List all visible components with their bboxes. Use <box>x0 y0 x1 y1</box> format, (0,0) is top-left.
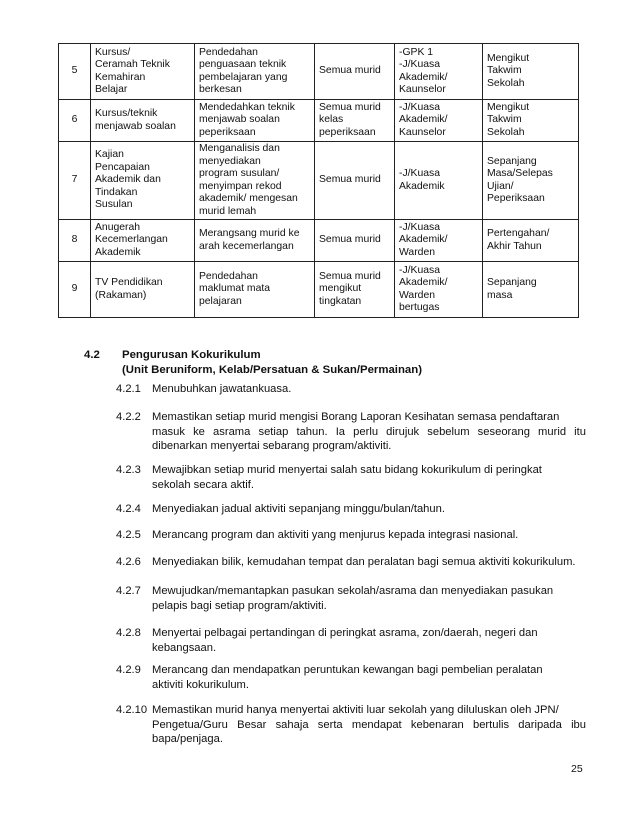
row-number: 5 <box>59 44 91 100</box>
list-item <box>116 584 586 613</box>
section-number: 4.2 <box>84 349 100 361</box>
target-cell: Semua murid <box>315 44 395 100</box>
time-cell: Mengikut Takwim Sekolah <box>483 100 579 142</box>
time-cell: Sepanjang masa <box>483 262 579 318</box>
pic-cell: -GPK 1 -J/Kuasa Akademik/ Kaunselor <box>395 44 483 100</box>
pic-cell: -J/Kuasa Akademik/ Warden <box>395 220 483 262</box>
item-number: 4.2.9 <box>116 664 141 676</box>
item-continuation: sekolah secara aktif. <box>152 478 254 491</box>
item-number: 4.2.7 <box>116 585 141 597</box>
item-continuation: aktiviti kokurikulum. <box>152 678 249 691</box>
item-text: Memastikan murid hanya menyertai aktiviti luar sekolah yang diluluskan oleh JPN/ <box>152 704 559 716</box>
item-continuation: kebangsaan. <box>152 641 217 654</box>
pic-cell: -J/Kuasa Akademik <box>395 142 483 220</box>
item-number: 4.2.1 <box>116 383 141 395</box>
table-row <box>59 44 579 100</box>
item-continuation: pelapis bagi setiap program/aktiviti. <box>152 599 327 612</box>
section-subtitle: (Unit Beruniform, Kelab/Persatuan & Sukan/Permainan) <box>122 364 423 376</box>
item-text: Memastikan setiap murid mengisi Borang Laporan Kesihatan semasa pendaftaran <box>152 411 560 423</box>
item-number: 4.2.2 <box>116 411 141 423</box>
table-row <box>59 220 579 262</box>
section-title: Pengurusan Kokurikulum <box>122 349 261 361</box>
item-text: Menyediakan bilik, kemudahan tempat dan peralatan bagi semua aktiviti kokurikulum. <box>152 556 576 568</box>
item-text: Menyertai pelbagai pertandingan di peringkat asrama, zon/daerah, negeri dan <box>152 627 538 639</box>
list-item <box>116 555 586 570</box>
program-cell: Kajian Pencapaian Akademik dan Tindakan Susulan <box>91 142 195 220</box>
objective-cell: Menganalisis dan menyediakan program susulan/ menyimpan rekod akademik/ mengesan murid lemah <box>195 142 315 220</box>
objective-cell: Pendedahan penguasaan teknik pembelajaran yang berkesan <box>195 44 315 100</box>
row-number: 9 <box>59 262 91 318</box>
item-text: Mewajibkan setiap murid menyertai salah satu bidang kokurikulum di peringkat <box>152 464 542 476</box>
item-continuation: masuk ke asrama setiap tahun. Ia perlu dirujuk sebelum seseorang murid itu dibenarkan menyertai sebarang program/aktiviti. <box>152 425 586 453</box>
time-cell: Mengikut Takwim Sekolah <box>483 44 579 100</box>
row-number: 6 <box>59 100 91 142</box>
list-item <box>116 382 586 397</box>
time-cell: Sepanjang Masa/Selepas Ujian/ Peperiksaan <box>483 142 579 220</box>
section-heading <box>84 348 422 378</box>
item-text: Merancang dan mendapatkan peruntukan kewangan bagi pembelian peralatan <box>152 664 543 676</box>
item-text: Mewujudkan/memantapkan pasukan sekolah/asrama dan menyediakan pasukan <box>152 585 554 597</box>
row-number: 8 <box>59 220 91 262</box>
objective-cell: Pendedahan maklumat mata pelajaran <box>195 262 315 318</box>
list-item <box>116 626 586 655</box>
item-text: Merancang program dan aktiviti yang menjurus kepada integrasi nasional. <box>152 529 519 541</box>
target-cell: Semua murid mengikut tingkatan <box>315 262 395 318</box>
list-item <box>116 410 586 454</box>
list-item <box>116 502 586 517</box>
target-cell: Semua murid <box>315 142 395 220</box>
objective-cell: Merangsang murid ke arah kecemerlangan <box>195 220 315 262</box>
list-item <box>116 528 586 543</box>
pic-cell: -J/Kuasa Akademik/ Warden bertugas <box>395 262 483 318</box>
objective-cell: Mendedahkan teknik menjawab soalan peperiksaan <box>195 100 315 142</box>
item-number: 4.2.10 <box>116 704 148 716</box>
item-number: 4.2.4 <box>116 503 141 515</box>
item-number: 4.2.8 <box>116 627 141 639</box>
program-cell: Kursus/teknik menjawab soalan <box>91 100 195 142</box>
activity-table <box>58 43 579 318</box>
list-item <box>116 703 586 747</box>
table-row <box>59 100 579 142</box>
list-item <box>116 663 586 692</box>
row-number: 7 <box>59 142 91 220</box>
page-number: 25 <box>571 763 583 775</box>
time-cell: Pertengahan/ Akhir Tahun <box>483 220 579 262</box>
pic-cell: -J/Kuasa Akademik/ Kaunselor <box>395 100 483 142</box>
item-number: 4.2.3 <box>116 464 141 476</box>
program-cell: TV Pendidikan (Rakaman) <box>91 262 195 318</box>
table-row <box>59 262 579 318</box>
table-row <box>59 142 579 220</box>
item-continuation: Pengetua/Guru Besar sahaja serta mendapat kebenaran bertulis daripada ibu bapa/penjaga. <box>152 718 586 746</box>
target-cell: Semua murid <box>315 220 395 262</box>
target-cell: Semua murid kelas peperiksaan <box>315 100 395 142</box>
item-number: 4.2.6 <box>116 556 141 568</box>
item-text: Menyediakan jadual aktiviti sepanjang minggu/bulan/tahun. <box>152 503 445 515</box>
item-number: 4.2.5 <box>116 529 141 541</box>
list-item <box>116 463 586 492</box>
item-text: Menubuhkan jawatankuasa. <box>152 383 292 395</box>
program-cell: Anugerah Kecemerlangan Akademik <box>91 220 195 262</box>
program-cell: Kursus/ Ceramah Teknik Kemahiran Belajar <box>91 44 195 100</box>
